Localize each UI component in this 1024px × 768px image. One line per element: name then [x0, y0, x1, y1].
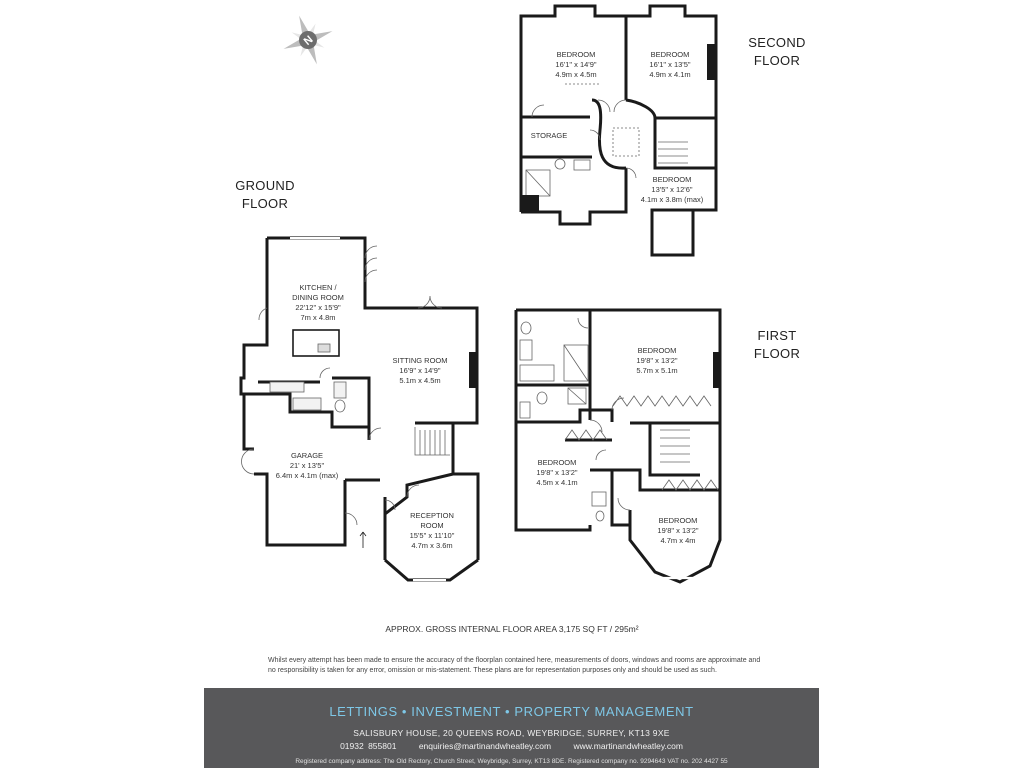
- room-second-bedroom-1-imperial: 16'1" x 14'9": [555, 60, 597, 69]
- footer-phone: 01932 855801: [340, 741, 397, 751]
- room-second-bedroom-1: [531, 50, 621, 80]
- room-garage-name: GARAGE: [290, 451, 324, 460]
- ground-floor-label: [226, 177, 304, 213]
- room-sitting-name: SITTING ROOM: [392, 356, 448, 365]
- agency-footer: [204, 688, 819, 768]
- disclaimer-text: Whilst every attempt has been made to ensure the accuracy of the floorplan contained here, measurements of doors, windows and rooms are approximate and no responsibility is taken for any error, omission or mis-statement. These plans are for representation purposes only and should be used as such.: [268, 657, 761, 674]
- room-sitting: [372, 356, 468, 386]
- room-reception: [390, 511, 474, 551]
- room-first-bedroom-1-metric: 5.7m x 5.1m: [636, 366, 678, 375]
- room-first-bedroom-2-imperial: 19'8" x 13'2": [536, 468, 578, 477]
- room-first-bedroom-1: [612, 346, 702, 376]
- footer-registered-info: Registered company address: The Old Rectory, Church Street, Weybridge, Surrey, KT13 8DE. Registered company no. 9294643 VAT no. 202 4427 55: [295, 758, 728, 765]
- room-storage: [524, 131, 574, 141]
- room-second-bedroom-2-name: BEDROOM: [650, 50, 690, 59]
- compass-rose-icon: [275, 7, 342, 74]
- room-second-bedroom-3-imperial: 13'5" x 12'6": [651, 185, 693, 194]
- room-second-bedroom-2-metric: 4.9m x 4.1m: [649, 70, 691, 79]
- room-first-bedroom-2-name: BEDROOM: [537, 458, 577, 467]
- first-floor-label-line2: FLOOR: [753, 346, 801, 361]
- second-floor-label-line2: FLOOR: [753, 53, 801, 68]
- room-sitting-imperial: 16'9" x 14'9": [399, 366, 441, 375]
- room-first-bedroom-2: [512, 458, 602, 488]
- room-garage: [262, 451, 352, 481]
- room-kitchen-metric: 7m x 4.8m: [300, 313, 336, 322]
- room-first-bedroom-3-imperial: 19'8" x 13'2": [657, 526, 699, 535]
- footer-contact: [204, 741, 819, 751]
- room-storage-name: STORAGE: [530, 131, 568, 140]
- room-second-bedroom-1-metric: 4.9m x 4.5m: [555, 70, 597, 79]
- room-first-bedroom-3: [633, 516, 723, 546]
- room-reception-name-line2: ROOM: [420, 521, 444, 530]
- room-first-bedroom-1-imperial: 19'8" x 13'2": [636, 356, 678, 365]
- room-garage-imperial: 21' x 13'5": [289, 461, 325, 470]
- room-first-bedroom-2-metric: 4.5m x 4.1m: [536, 478, 578, 487]
- first-floor-label: [738, 327, 816, 363]
- second-floor-label-line1: SECOND: [748, 35, 806, 50]
- room-sitting-metric: 5.1m x 4.5m: [399, 376, 441, 385]
- ground-floor-label-line1: GROUND: [235, 178, 295, 193]
- gross-internal-area: APPROX. GROSS INTERNAL FLOOR AREA 3,175 SQ FT / 295m²: [385, 624, 639, 634]
- room-first-bedroom-3-metric: 4.7m x 4m: [660, 536, 696, 545]
- room-reception-name-line1: RECEPTION: [410, 511, 454, 520]
- footer-tagline: LETTINGS • INVESTMENT • PROPERTY MANAGEMENT: [329, 704, 694, 719]
- room-kitchen-name-line2: DINING ROOM: [292, 293, 344, 302]
- room-garage-metric: 6.4m x 4.1m (max): [275, 471, 339, 480]
- room-second-bedroom-3: [626, 175, 718, 205]
- room-reception-imperial: 15'5" x 11'10": [409, 531, 455, 540]
- room-kitchen-imperial: 22'12" x 15'9": [295, 303, 341, 312]
- room-second-bedroom-3-metric: 4.1m x 3.8m (max): [640, 195, 704, 204]
- first-floor-label-line1: FIRST: [757, 328, 797, 343]
- footer-email[interactable]: enquiries@martinandwheatley.com: [418, 741, 552, 751]
- ground-floor-label-line2: FLOOR: [241, 196, 289, 211]
- room-second-bedroom-2: [625, 50, 715, 80]
- footer-website[interactable]: www.martinandwheatley.com: [573, 741, 683, 751]
- second-floor-label: [738, 34, 816, 70]
- room-first-bedroom-1-name: BEDROOM: [637, 346, 677, 355]
- room-reception-metric: 4.7m x 3.6m: [411, 541, 453, 550]
- room-second-bedroom-2-imperial: 16'1" x 13'5": [649, 60, 691, 69]
- footer-address: SALISBURY HOUSE, 20 QUEENS ROAD, WEYBRIDGE, SURREY, KT13 9XE: [353, 728, 670, 738]
- room-kitchen-name-line1: KITCHEN /: [299, 283, 337, 292]
- room-second-bedroom-1-name: BEDROOM: [556, 50, 596, 59]
- compass-letter: N: [301, 33, 316, 48]
- room-kitchen-dining: [268, 283, 368, 323]
- room-first-bedroom-3-name: BEDROOM: [658, 516, 698, 525]
- room-second-bedroom-3-name: BEDROOM: [652, 175, 692, 184]
